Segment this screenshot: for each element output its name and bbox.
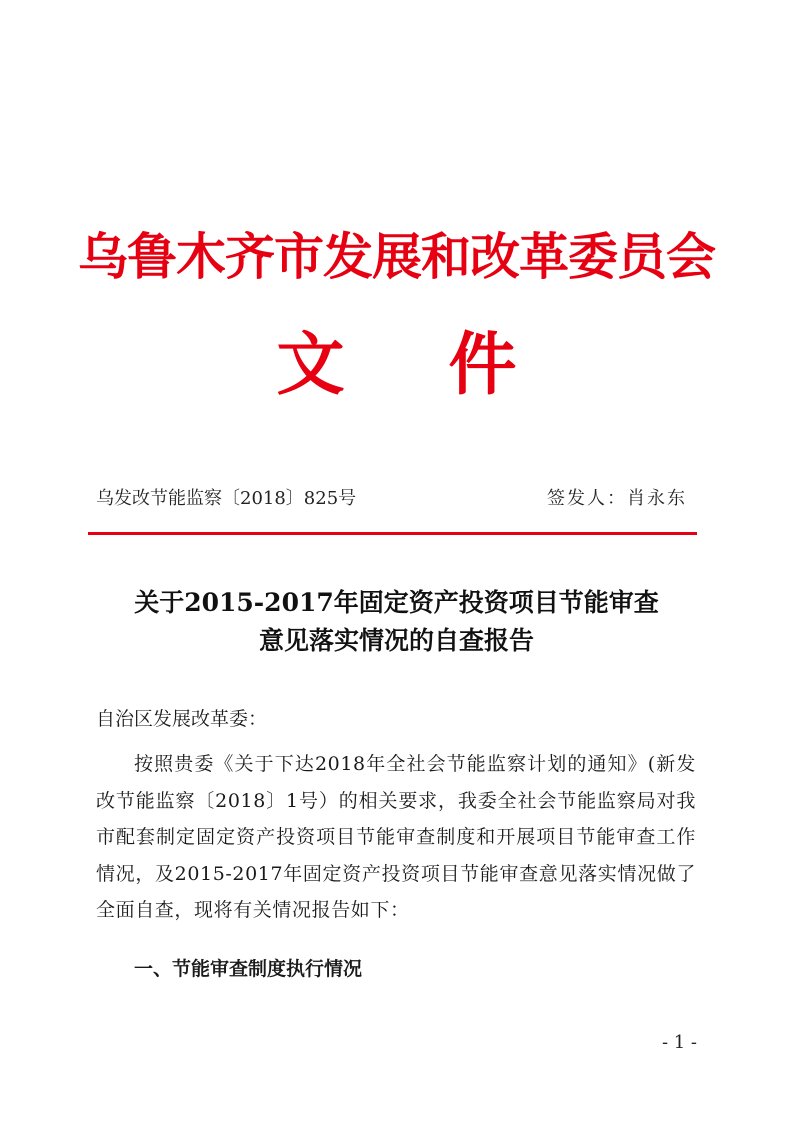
salutation: 自治区发展改革委：: [96, 708, 268, 730]
document-type-title: 文件: [276, 325, 621, 405]
issuing-organization-title: 乌鲁木齐市发展和改革委员会: [78, 227, 715, 286]
body-paragraph: 按照贵委《关于下达2018年全社会节能监察计划的通知》(新发改节能监察〔2018〕1号）的相关要求，我委全社会节能监察局对我市配套制定固定资产投资项目节能审查制度和开展项目节能审查工作情况，及2015-2017年固定资产投资项目节能审查意见落实情况做了全面自查，现将有关情况报告如下：: [96, 753, 696, 921]
report-title-line-2: 意见落实情况的自查报告: [258, 626, 534, 655]
document-number: 乌发改节能监察〔2018〕825号: [96, 488, 357, 509]
report-title-line-1: 关于2015-2017年固定资产投资项目节能审查: [134, 588, 659, 617]
report-title: [0, 584, 793, 660]
red-divider-line: [88, 532, 697, 535]
page-number: - 1 -: [661, 1032, 697, 1053]
signer: 签发人：肖永东: [547, 488, 687, 509]
section-heading: 一、节能审查制度执行情况: [134, 958, 363, 980]
